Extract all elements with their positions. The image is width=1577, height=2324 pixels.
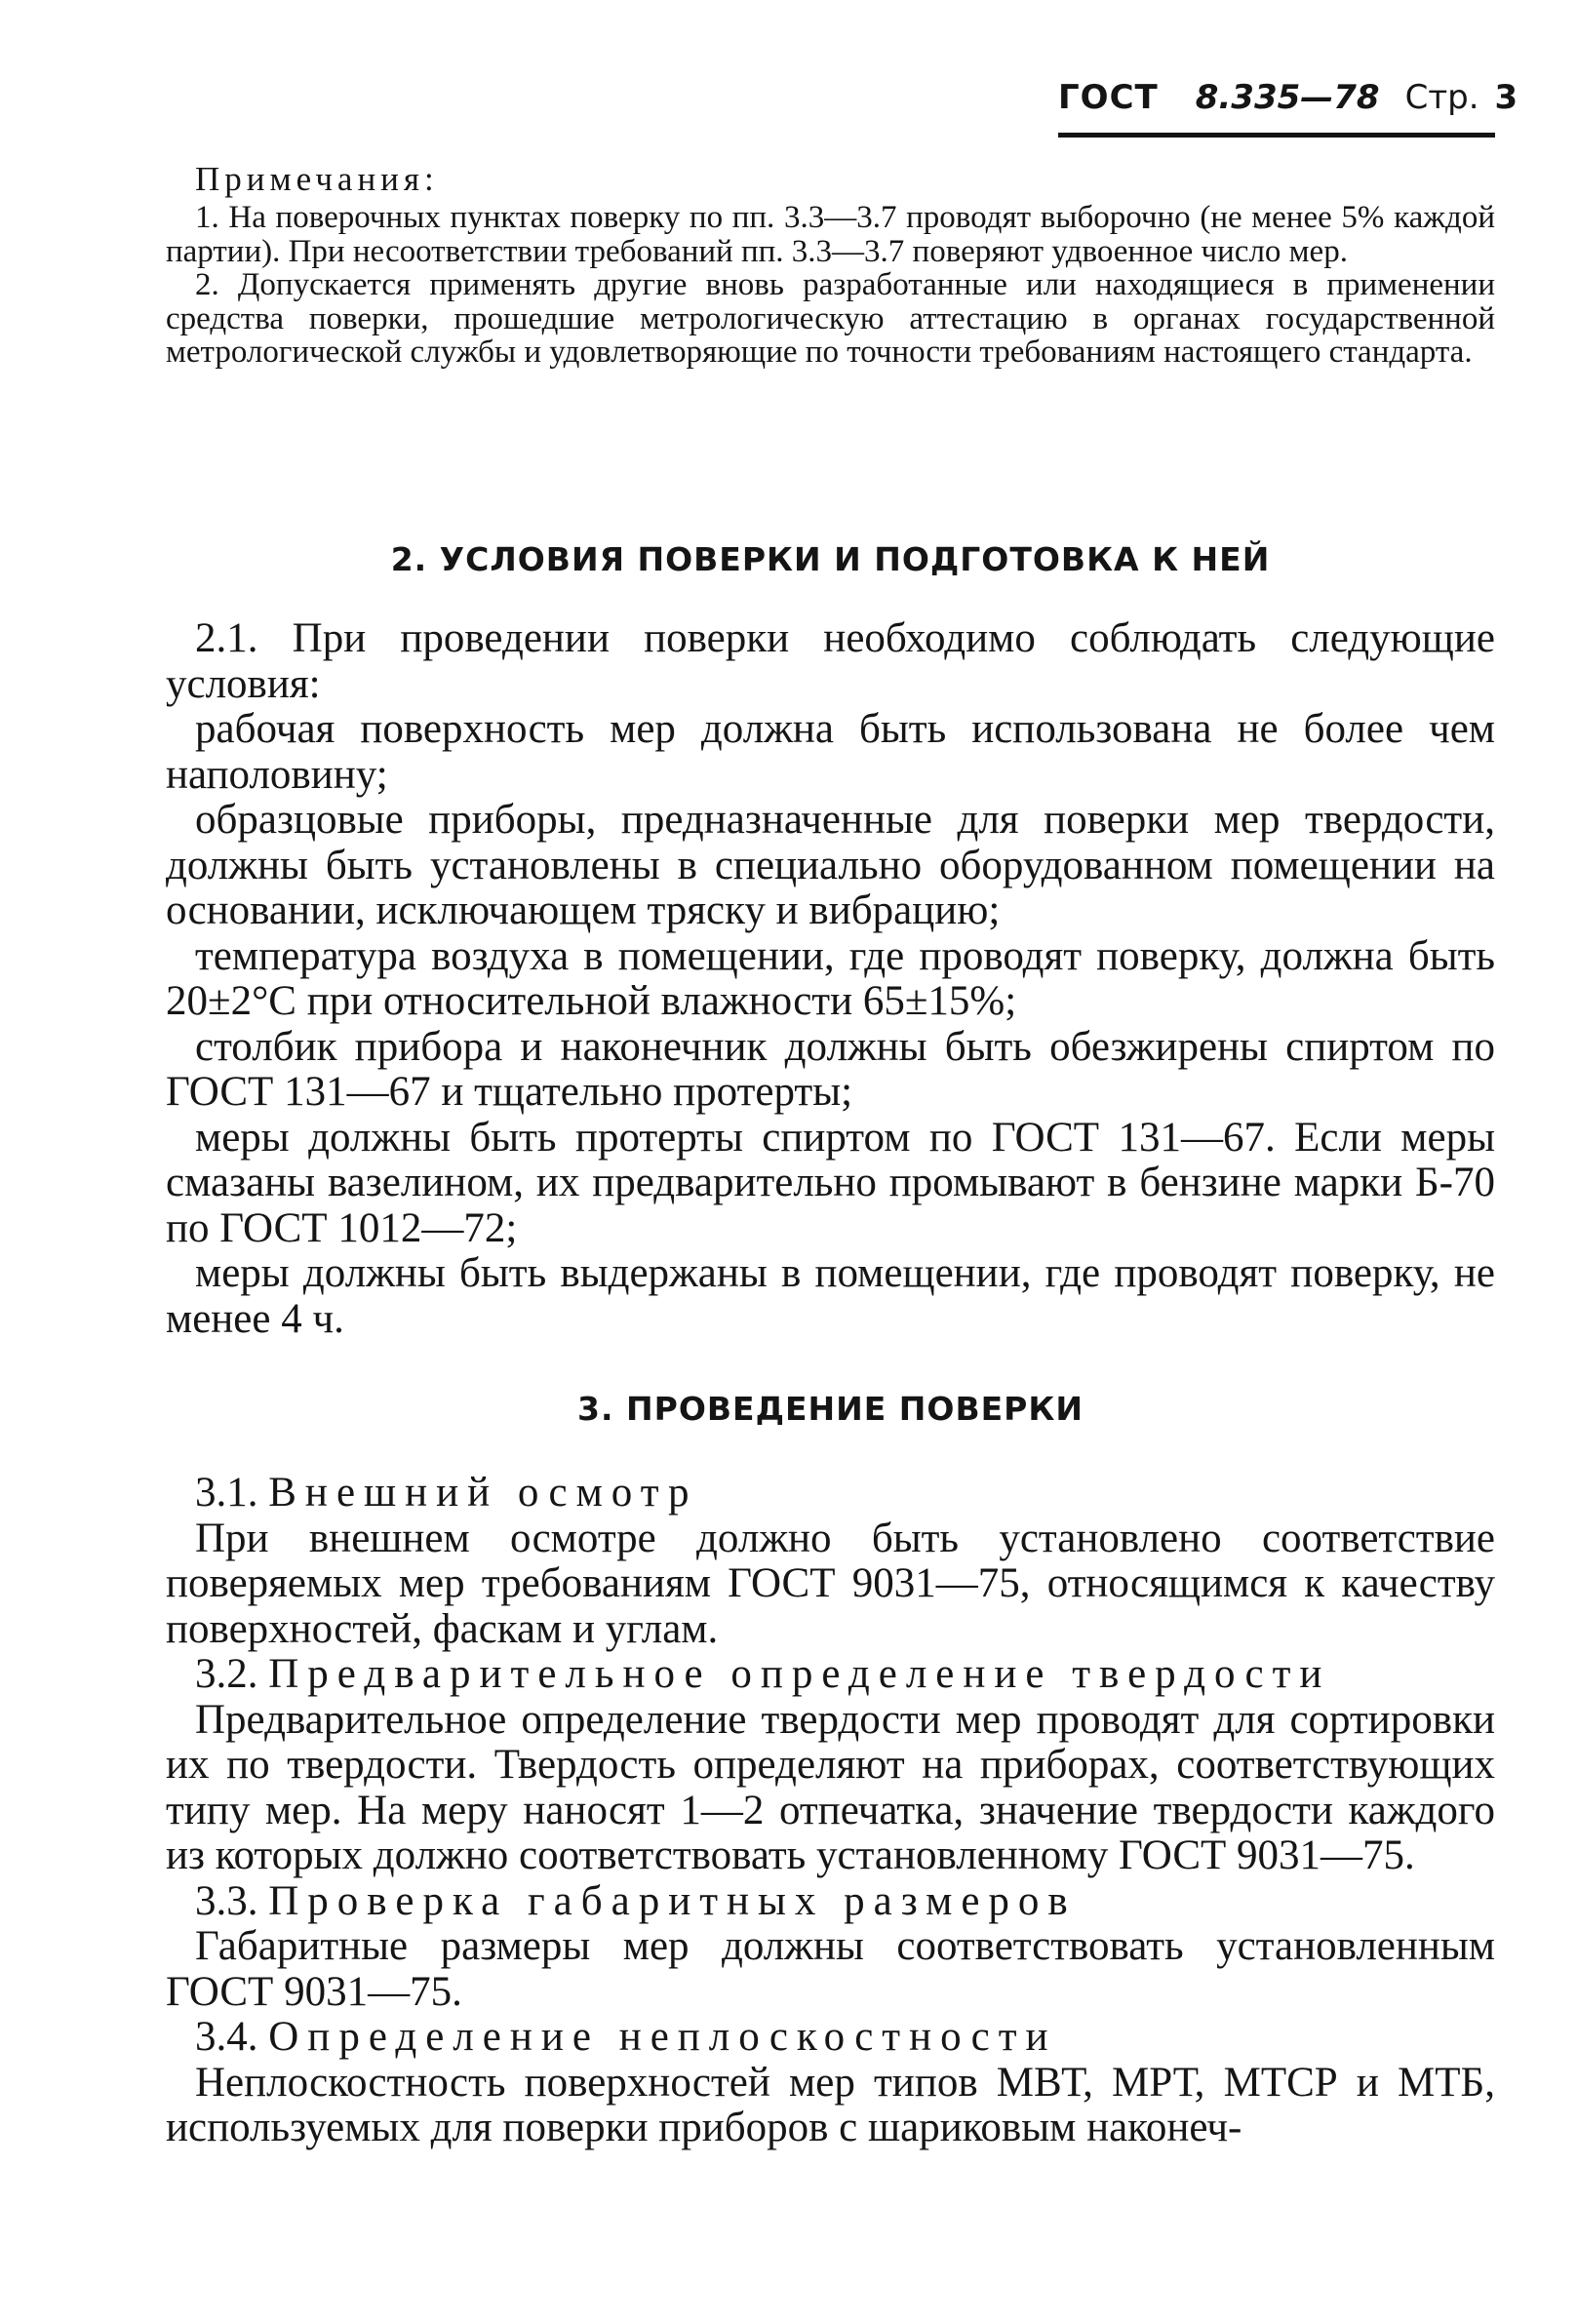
header-page-label: Стр.: [1404, 78, 1479, 117]
paragraph: Габаритные размеры мер должны соответствовать установленным ГОСТ 9031—75.: [166, 1923, 1495, 2015]
paragraph: меры должны быть выдержаны в помещении, где проводят поверку, не менее 4 ч.: [166, 1250, 1495, 1342]
paragraph: Предварительное определение твердости мер проводят для сортировки их по твердости. Твердость определяют на приборах, соответствующих типу мер. На меру наносят 1—2 отпечатка, значение твердости каждого из которых должно соответствовать установленному ГОСТ 9031—75.: [166, 1696, 1495, 1878]
notes-block: [166, 158, 1495, 370]
subsection-heading: [166, 2015, 1495, 2061]
header-page-number: 3: [1494, 78, 1518, 117]
subsection-title: Предварительное определение твердости: [268, 1651, 1331, 1697]
paragraph: меры должны быть протерты спиртом по ГОСТ 131—67. Если меры смазаны вазелином, их предварительно промывают в бензине марки Б-70 по ГОСТ 1012—72;: [166, 1114, 1495, 1251]
paragraph: 2.1. При проведении поверки необходимо соблюдать следующие условия:: [166, 615, 1495, 707]
section-3-body: [166, 1471, 1495, 2151]
section-2-body: [166, 616, 1495, 1342]
section-2-heading: 2. УСЛОВИЯ ПОВЕРКИ И ПОДГОТОВКА К НЕЙ: [390, 540, 1271, 578]
subsection-title: Внешний осмотр: [268, 1470, 698, 1516]
paragraph: образцовые приборы, предназначенные для поверки мер твердости, должны быть установлены в специально оборудованном помещении на основании, исключающем тряску и вибрацию;: [166, 797, 1495, 933]
paragraph: рабочая поверхность мер должна быть использована не более чем наполовину;: [166, 706, 1495, 798]
section-3-heading: 3. ПРОВЕДЕНИЕ ПОВЕРКИ: [577, 1390, 1084, 1428]
subsection-heading: [166, 1652, 1495, 1698]
subsection-number: 3.2.: [195, 1651, 258, 1697]
page-header: [1058, 72, 1518, 138]
paragraph: столбик прибора и наконечник должны быть обезжирены спиртом по ГОСТ 131—67 и тщательно протерты;: [166, 1023, 1495, 1115]
note-item: [166, 201, 1495, 268]
subsection-number: 3.3.: [195, 1877, 258, 1924]
note-text: 1. На поверочных пунктах поверку по пп. 3.3—3.7 проводят выборочно (не менее 5% каждой партии). При несоответствии требований пп. 3.3—3.7 поверяют удвоенное число мер.: [166, 200, 1495, 269]
subsection-title: Определение неплоскостности: [268, 2014, 1057, 2060]
paragraph: Неплоскостность поверхностей мер типов МВТ, МРТ, МТСР и МТБ, используемых для поверки приборов с шариковым наконеч-: [166, 2059, 1495, 2150]
note-text: 2. Допускается применять другие вновь разработанные или находящиеся в применении средства поверки, прошедшие метрологическую аттестацию в органах государственной метрологической службы и удовлетворяющие по точности требованиям настоящего стандарта.: [166, 267, 1495, 370]
subsection-title: Проверка габаритных размеров: [268, 1877, 1077, 1924]
notes-title: Примечания:: [195, 160, 439, 198]
paragraph: При внешнем осмотре должно быть установлено соответствие поверяемых мер требованиям ГОСТ 9031—75, относящимся к качеству поверхностей, фаскам и углам.: [166, 1515, 1495, 1652]
subsection-number: 3.1.: [195, 1470, 258, 1516]
header-standard-number: 8.335—78: [1195, 78, 1380, 117]
header-standard: ГОСТ: [1058, 78, 1159, 117]
paragraph: температура воздуха в помещении, где проводят поверку, должна быть 20±2°С при относительной влажности 65±15%;: [166, 932, 1495, 1024]
note-item: [166, 268, 1495, 370]
subsection-heading: [166, 1471, 1495, 1517]
subsection-heading: [166, 1879, 1495, 1925]
subsection-number: 3.4.: [195, 2014, 258, 2060]
